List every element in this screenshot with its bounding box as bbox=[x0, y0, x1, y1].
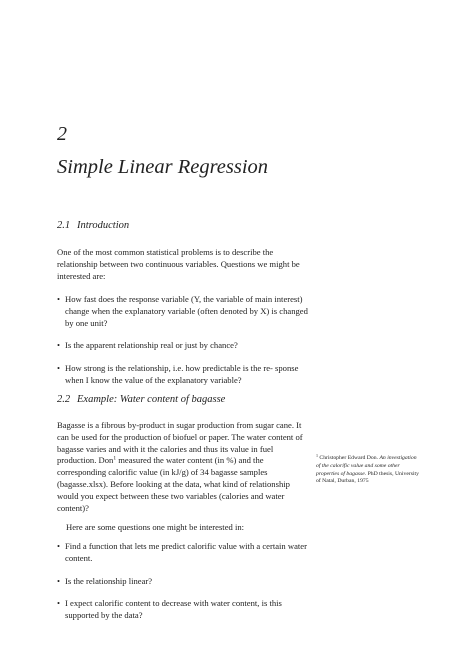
paragraph-text: measured the water content (in %) and the corresponding calorific value (in kJ/g) of 34 bagasse samples (bagasse.xlsx). Before looking at the data, what kind of relationship would you expect between these two variables (calories and water content)? bbox=[57, 455, 290, 513]
section-number: 2.1 bbox=[57, 220, 71, 231]
bagasse-question-list bbox=[57, 541, 309, 633]
introduction-paragraph bbox=[57, 247, 309, 282]
list-item-text: Is the apparent relationship real or just by chance? bbox=[65, 340, 238, 351]
sidenote-title: An investigation of the calorific value and some other properties of bagasse. bbox=[316, 455, 417, 477]
section-title: Introduction bbox=[77, 220, 130, 231]
chapter-title: Simple Linear Regression bbox=[57, 156, 269, 178]
list-item-text: Is the relationship linear? bbox=[65, 575, 153, 586]
section-title: Example: Water content of bagasse bbox=[77, 394, 226, 405]
chapter-number: 2 bbox=[57, 123, 67, 145]
section-number: 2.2 bbox=[57, 394, 71, 405]
sidenote bbox=[316, 455, 422, 486]
list-item bbox=[57, 598, 309, 622]
bullet-icon: • bbox=[57, 541, 61, 551]
list-item-text: How strong is the relationship, i.e. how predictable is the re- sponse when I know the value of the explanatory variable? bbox=[65, 363, 299, 385]
list-item bbox=[57, 576, 309, 588]
section-heading-introduction bbox=[57, 219, 129, 233]
bullet-icon: • bbox=[57, 294, 61, 304]
bullet-icon: • bbox=[57, 598, 61, 609]
section-heading-bagasse-example bbox=[57, 393, 225, 407]
list-item bbox=[57, 541, 309, 565]
sidenote-number: 1 bbox=[316, 453, 318, 458]
bullet-icon: • bbox=[57, 363, 61, 374]
sidenote-details: PhD thesis, University of Natal, Durban, 1975 bbox=[316, 470, 419, 485]
list-item-text: Find a function that lets me predict calorific value with a certain water content. bbox=[65, 541, 307, 563]
paragraph: One of the most common statistical problems is to describe the relationship between two continuous variables. Questions we might be interested are: bbox=[57, 247, 300, 281]
paragraph-indented: Here are some questions one might be interested in: bbox=[66, 522, 245, 533]
list-item-text: How fast does the response variable (Y, the variable of main interest) change when the explanatory variable (often denoted by X) is changed by one unit? bbox=[65, 294, 308, 328]
introduction-question-list bbox=[57, 294, 309, 398]
list-item bbox=[57, 340, 309, 352]
footnote-mark: 1 bbox=[113, 455, 117, 462]
bagasse-paragraphs bbox=[57, 420, 309, 534]
list-item bbox=[57, 294, 309, 329]
paragraph bbox=[57, 420, 309, 514]
sidenote-author: Christopher Edward Don. bbox=[319, 455, 379, 461]
bullet-icon: • bbox=[57, 575, 61, 586]
paragraph-text: Bagasse is a fibrous by-product in sugar production from sugar cane. It can be used for the production of biofuel or paper. The water content of bagasse varies and with it the calories and thus its value in fuel production. Don bbox=[57, 420, 303, 466]
list-item bbox=[57, 363, 309, 387]
list-item-text: I expect calorific content to decrease with water content, is this supported by the data? bbox=[65, 598, 282, 621]
bullet-icon: • bbox=[57, 340, 61, 351]
